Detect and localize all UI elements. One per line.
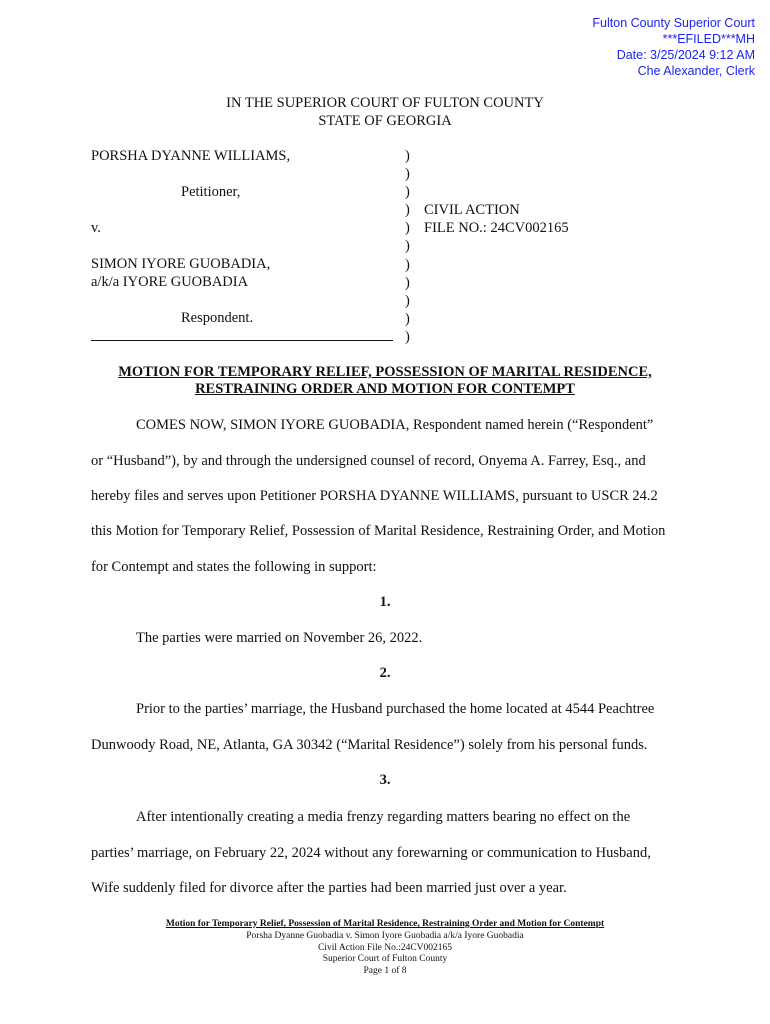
respondent-label: Respondent.	[181, 310, 254, 326]
paragraph-number: 3.	[379, 772, 391, 788]
paragraph-line: The parties were married on November 26, 2022.	[136, 630, 423, 646]
petitioner-label: Petitioner,	[181, 184, 241, 200]
motion-title-line2: RESTRAINING ORDER AND MOTION FOR CONTEMPT	[195, 381, 575, 397]
footer-court: Superior Court of Fulton County	[322, 954, 448, 965]
motion-title-line1: MOTION FOR TEMPORARY RELIEF, POSSESSION OF MARITAL RESIDENCE,	[118, 364, 652, 380]
court-state: STATE OF GEORGIA	[318, 113, 452, 129]
footer-case: Porsha Dyanne Guobadia v. Simon Iyore Guobadia a/k/a Iyore Guobadia	[246, 930, 524, 941]
paragraph-number: 1.	[379, 594, 391, 610]
paragraph-line: After intentionally creating a media frenzy regarding matters bearing no effect on the	[136, 809, 631, 825]
paren: )	[405, 274, 410, 291]
footer-page-number: Page 1 of 8	[363, 966, 407, 977]
respondent-aka: a/k/a IYORE GUOBADIA	[91, 274, 249, 290]
court-name: IN THE SUPERIOR COURT OF FULTON COUNTY	[226, 95, 544, 111]
efile-stamp	[592, 15, 755, 79]
intro-line: COMES NOW, SIMON IYORE GUOBADIA, Respondent named herein (“Respondent”	[136, 417, 654, 433]
intro-line: for Contempt and states the following in support:	[91, 559, 377, 575]
paren: )	[405, 202, 410, 219]
paren: )	[405, 148, 410, 164]
file-number: FILE NO.: 24CV002165	[424, 220, 569, 236]
footer-file: Civil Action File No.:24CV002165	[317, 942, 453, 953]
efile-clerk: Che Alexander, Clerk	[637, 64, 755, 78]
efile-court: Fulton County Superior Court	[592, 16, 755, 30]
paren: )	[405, 328, 410, 345]
paren: )	[405, 220, 410, 237]
respondent-name: SIMON IYORE GUOBADIA,	[91, 256, 271, 272]
court-heading	[0, 94, 770, 130]
page-footer	[0, 919, 770, 978]
footer-title: Motion for Temporary Relief, Possession of Marital Residence, Restraining Order and Motion for Contempt	[165, 919, 605, 929]
intro-line: hereby files and serves upon Petitioner PORSHA DYANNE WILLIAMS, pursuant to USCR 24.2	[91, 488, 658, 504]
efile-date: Date: 3/25/2024 9:12 AM	[616, 48, 755, 62]
paragraph-line: Prior to the parties’ marriage, the Husband purchased the home located at 4544 Peachtree	[136, 701, 655, 717]
civil-action: CIVIL ACTION	[424, 202, 520, 218]
paren: )	[405, 238, 410, 255]
petitioner-name: PORSHA DYANNE WILLIAMS,	[91, 148, 291, 164]
motion-title	[0, 364, 770, 398]
versus: v.	[91, 220, 101, 236]
paragraph-number: 2.	[379, 665, 391, 681]
paragraph-line: Wife suddenly filed for divorce after the parties had been married just over a year.	[91, 880, 567, 896]
paren: )	[405, 166, 410, 183]
paren: )	[405, 292, 410, 309]
paren: )	[405, 256, 410, 273]
paren: )	[405, 184, 410, 201]
caption-rule	[91, 340, 393, 341]
paren: )	[405, 310, 410, 327]
paragraph-line: parties’ marriage, on February 22, 2024 without any forewarning or communication to Husband,	[91, 845, 651, 861]
intro-line: this Motion for Temporary Relief, Possession of Marital Residence, Restraining Order, and Motion	[91, 523, 666, 539]
efile-marker: ***EFILED***MH	[662, 32, 755, 46]
intro-line: or “Husband”), by and through the undersigned counsel of record, Onyema A. Farrey, Esq., and	[91, 453, 646, 469]
paragraph-line: Dunwoody Road, NE, Atlanta, GA 30342 (“Marital Residence”) solely from his personal funds.	[91, 737, 648, 753]
caption-parentheses	[405, 147, 410, 346]
